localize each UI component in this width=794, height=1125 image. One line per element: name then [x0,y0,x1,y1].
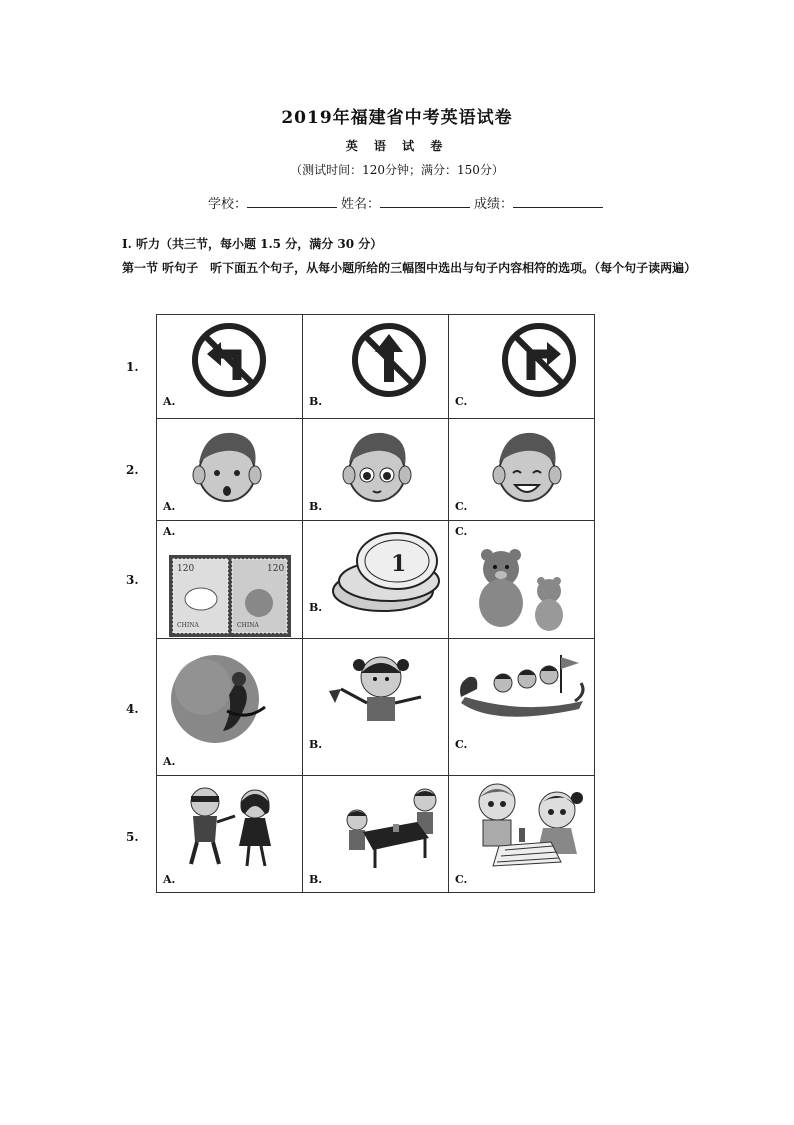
option-label: A. [163,395,176,408]
section-instruction: 第一节 听句子 听下面五个句子，从每小题所给的三幅图中选出与句子内容相符的选项。（每个句子读两遍） [122,261,697,275]
option-cell[interactable] [157,521,303,639]
option-cell[interactable] [157,419,303,521]
stamp-country: CHINA [177,622,199,629]
kids-at-table-icon [333,786,445,872]
option-label: C. [455,395,468,408]
page-title: 2019年福建省中考英语试卷 [281,108,513,128]
option-cell[interactable] [303,639,449,776]
option-label: C. [455,873,468,886]
no-straight-icon [349,320,429,400]
teddy-bears-icon [463,547,573,633]
option-cell[interactable] [303,315,449,419]
option-label: B. [309,738,323,751]
dragon-boat-icon [455,653,589,733]
question-number: 5. [126,830,139,844]
section-heading: Ⅰ. 听力（共三节，每小题 1.5 分，满分 30 分） [122,237,383,251]
boy-face-surprised-icon [185,423,270,507]
option-cell[interactable] [449,419,595,521]
option-label: C. [455,500,468,513]
option-cell[interactable] [303,776,449,893]
option-cell[interactable] [157,639,303,776]
coin-value: 1 [391,551,407,577]
no-right-turn-icon [499,320,579,400]
option-cell[interactable] [449,639,595,776]
no-left-turn-icon [189,320,269,400]
score-label: 成绩： [474,197,514,212]
boy-face-smiling-icon [485,423,570,507]
option-label: A. [163,873,176,886]
stamp-value: 120 [267,564,285,574]
stamps-icon [169,555,291,637]
question-number: 1. [126,360,139,374]
question-number: 2. [126,463,139,477]
option-cell[interactable] [449,521,595,639]
option-cell[interactable] [157,776,303,893]
picture-grid [156,314,595,893]
option-cell[interactable] [449,776,595,893]
student-fields [208,193,607,212]
option-cell[interactable] [303,419,449,521]
option-label: B. [309,500,323,513]
option-label: A. [163,525,176,538]
school-field[interactable] [247,195,337,208]
option-label: C. [455,738,468,751]
score-field[interactable] [513,195,603,208]
moon-chang-e-icon [167,651,271,747]
option-cell[interactable] [157,315,303,419]
option-cell[interactable] [303,521,449,639]
paper-subtitle: 英 语 试 卷 [345,139,449,153]
exam-info: （测试时间：120分钟；满分：150分） [290,163,504,177]
stamp-country: CHINA [237,622,259,629]
option-label: A. [163,500,176,513]
name-label: 姓名： [341,197,381,212]
option-label: B. [309,873,323,886]
name-field[interactable] [380,195,470,208]
option-label: A. [163,755,176,768]
blindfold-game-icon [175,782,281,868]
coins-icon [327,529,451,615]
girl-firecrackers-icon [325,653,435,729]
boy-face-wide-eyed-icon [335,423,420,507]
option-cell[interactable] [449,315,595,419]
question-number: 3. [126,573,139,587]
stamp-value: 120 [177,564,195,574]
question-number: 4. [126,702,139,716]
school-label: 学校： [208,197,248,212]
option-label: B. [309,395,323,408]
option-label: C. [455,525,468,538]
kids-playing-chess-icon [465,780,589,870]
option-label: B. [309,601,323,614]
